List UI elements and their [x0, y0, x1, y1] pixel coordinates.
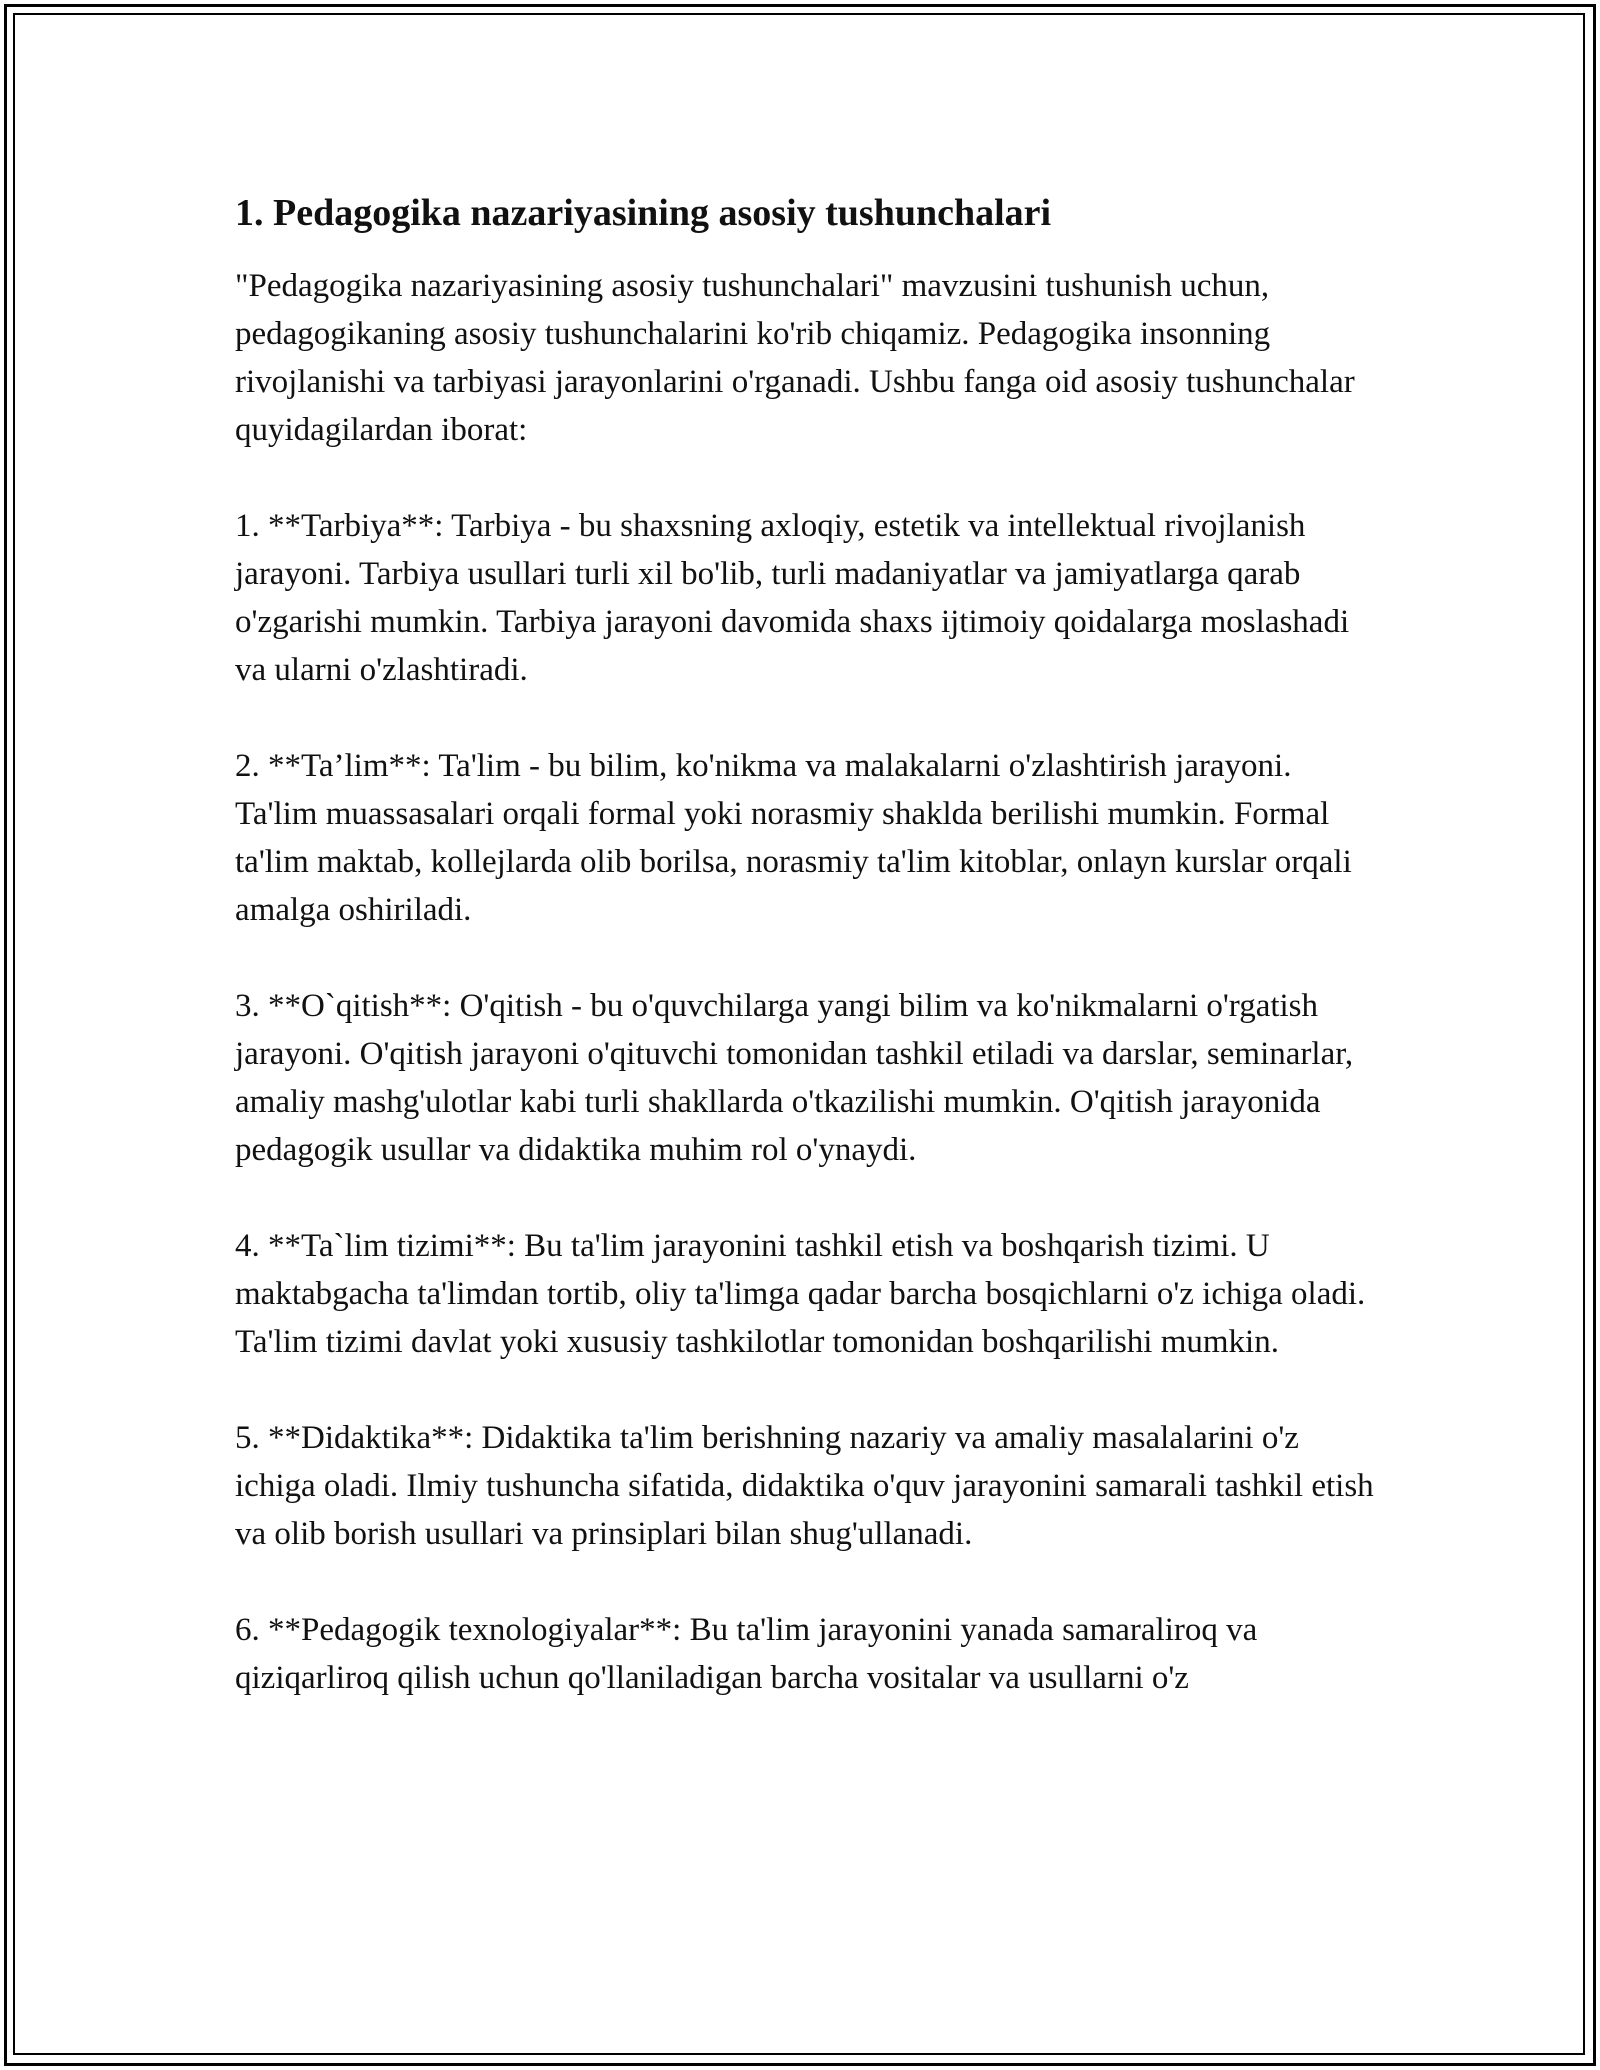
intro-paragraph: "Pedagogika nazariyasining asosiy tushunchalari" mavzusini tushunish uchun, pedagogikaning asosiy tushunchalarini ko'rib chiqamiz. Pedagogika insonning rivojlanishi va tarbiyasi jarayonlarini o'rganadi. Ushbu fanga oid asosiy tushunchalar quyidagilardan iborat: — [235, 268, 1355, 448]
concept-item-tarbiya: 1. **Tarbiya**: Tarbiya - bu shaxsning axloqiy, estetik va intellektual rivojlanish jarayoni. Tarbiya usullari turli xil bo'lib, turli madaniyatlar va jamiyatlarga qarab o'zgarishi mumkin. Tarbiya jarayoni davomida shaxs ijtimoiy qoidalarga moslashadi va ularni o'zlashtiradi. — [235, 508, 1350, 688]
concept-item-talim-tizimi: 4. **Ta`lim tizimi**: Bu ta'lim jarayonini tashkil etish va boshqarish tizimi. U maktabgacha ta'limdan tortib, oliy ta'limga qadar barcha bosqichlarni o'z ichiga oladi. Ta'lim tizimi davlat yoki xususiy tashkilotlar tomonidan boshqarilishi mumkin. — [235, 1228, 1366, 1360]
concept-item-didaktika: 5. **Didaktika**: Didaktika ta'lim berishning nazariy va amaliy masalalarini o'z ichiga oladi. Ilmiy tushuncha sifatida, didaktika o'quv jarayonini samarali tashkil etish va olib borish usullari va prinsiplari bilan shug'ullanadi. — [235, 1420, 1374, 1552]
document-body — [235, 186, 1375, 1702]
concept-item-pedagogik-texnologiyalar: 6. **Pedagogik texnologiyalar**: Bu ta'lim jarayonini yanada samaraliroq va qiziqarliroq qilish uchun qo'llaniladigan barcha vositalar va usullarni o'z — [235, 1612, 1258, 1696]
concept-item-oqitish: 3. **O`qitish**: O'qitish - bu o'quvchilarga yangi bilim va ko'nikmalarni o'rgatish jarayoni. O'qitish jarayoni o'qituvchi tomonidan tashkil etiladi va darslar, seminarlar, amaliy mashg'ulotlar kabi turli shakllarda o'tkazilishi mumkin. O'qitish jarayonida pedagogik usullar va didaktika muhim rol o'ynaydi. — [235, 988, 1354, 1168]
concept-item-talim: 2. **Ta’lim**: Ta'lim - bu bilim, ko'nikma va malakalarni o'zlashtirish jarayoni. Ta'lim muassasalari orqali formal yoki norasmiy shaklda berilishi mumkin. Formal ta'lim maktab, kollejlarda olib borilsa, norasmiy ta'lim kitoblar, onlayn kurslar orqali amalga oshiriladi. — [235, 748, 1352, 928]
document-title: 1. Pedagogika nazariyasining asosiy tushunchalari — [235, 192, 1052, 234]
